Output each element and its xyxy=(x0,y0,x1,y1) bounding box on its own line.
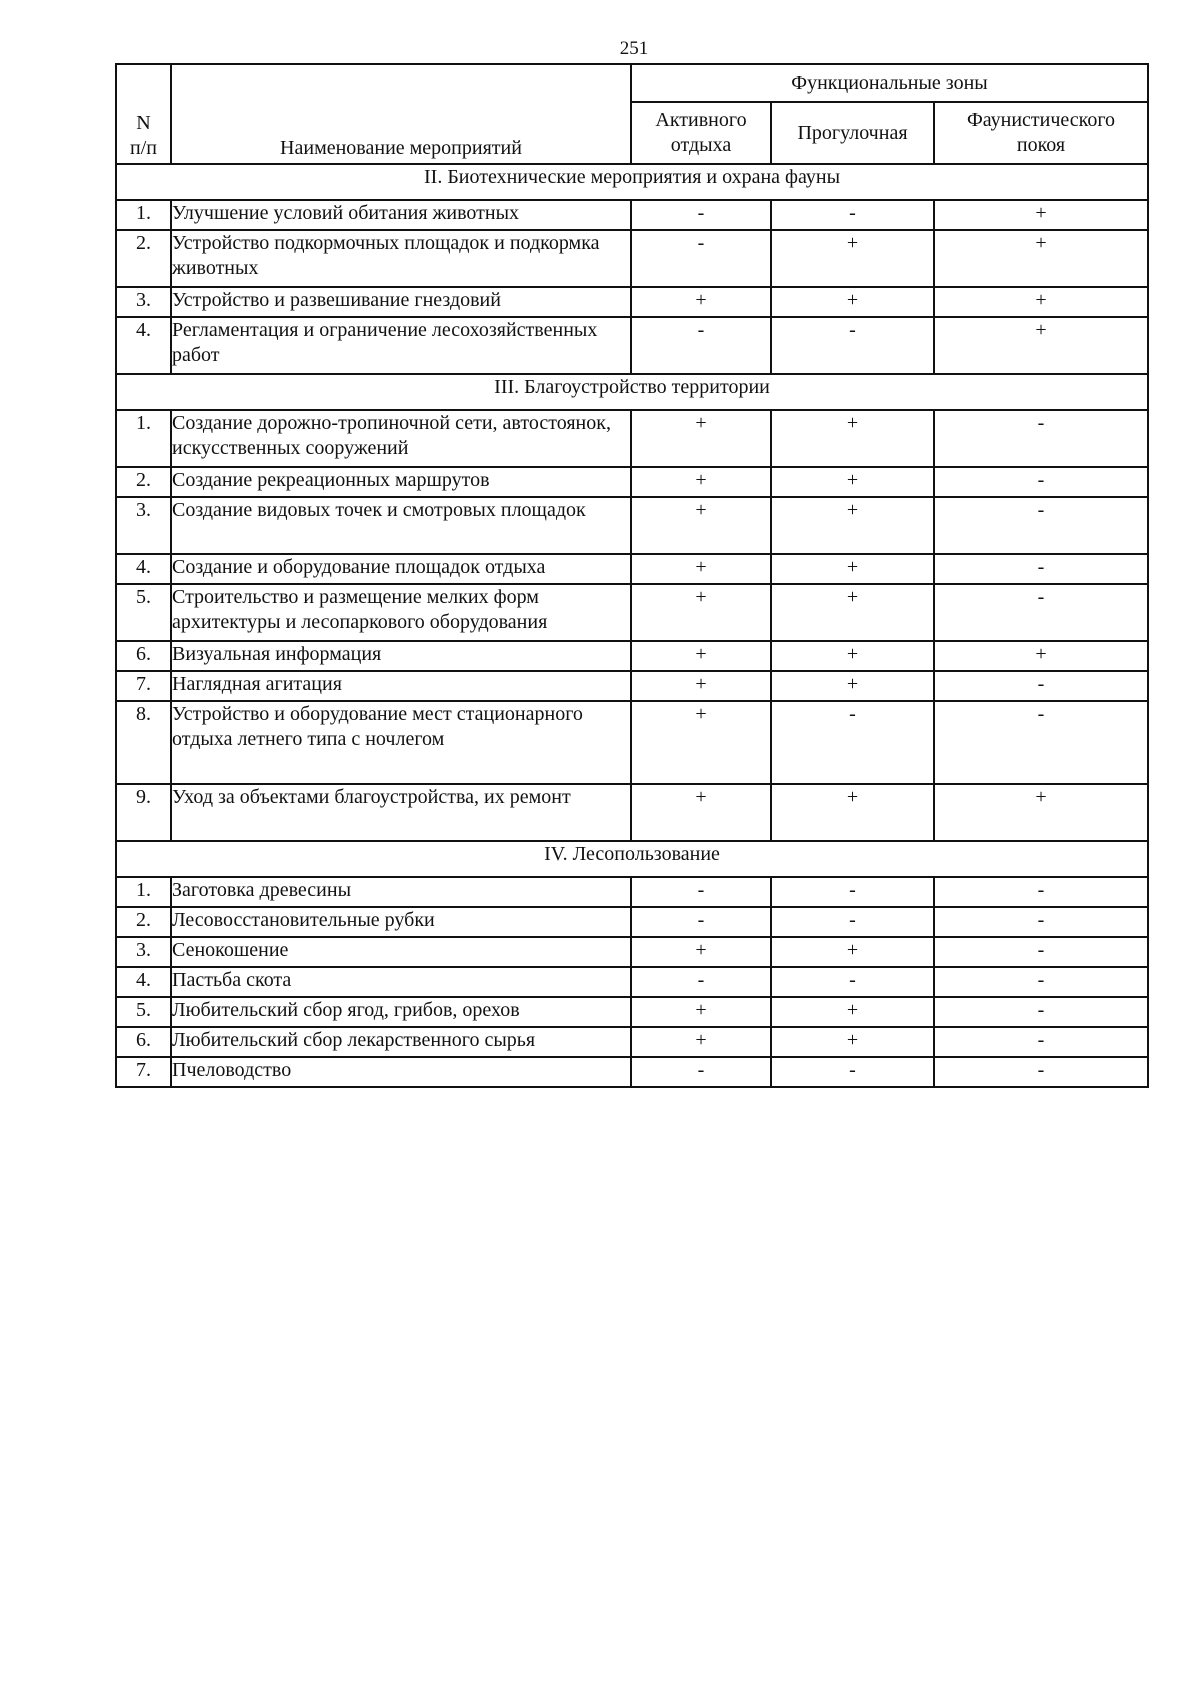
mark-fauna-zone: - xyxy=(934,877,1148,907)
row-number: 5. xyxy=(116,584,171,641)
zone-active-line-2: отдыха xyxy=(670,134,732,156)
table-row xyxy=(116,937,1148,967)
number-label-line-2: п/п xyxy=(130,137,157,159)
mark-fauna-zone: + xyxy=(934,230,1148,287)
row-measure-name: Улучшение условий обитания животных xyxy=(171,200,631,230)
mark-fauna-zone: - xyxy=(934,467,1148,497)
table-row xyxy=(116,467,1148,497)
column-header-number xyxy=(116,64,171,164)
row-number: 9. xyxy=(116,784,171,841)
section-header-row xyxy=(116,164,1148,200)
zone-fauna-line-2: покоя xyxy=(1016,134,1066,156)
table-row xyxy=(116,554,1148,584)
mark-walking-zone: + xyxy=(771,230,934,287)
mark-walking-zone: - xyxy=(771,701,934,784)
mark-fauna-zone: - xyxy=(934,410,1148,467)
mark-walking-zone: + xyxy=(771,467,934,497)
section-title: IV. Лесопользование xyxy=(116,841,1148,877)
table-row xyxy=(116,200,1148,230)
section-title: III. Благоустройство территории xyxy=(116,374,1148,410)
mark-walking-zone: - xyxy=(771,200,934,230)
mark-active-zone: - xyxy=(631,317,771,374)
zone-active-line-1: Активного xyxy=(655,109,747,131)
mark-active-zone: + xyxy=(631,1027,771,1057)
page-number: 251 xyxy=(619,38,649,59)
table-row xyxy=(116,701,1148,784)
mark-active-zone: + xyxy=(631,467,771,497)
row-measure-name: Наглядная агитация xyxy=(171,671,631,701)
mark-fauna-zone: - xyxy=(934,937,1148,967)
row-measure-name: Создание и оборудование площадок отдыха xyxy=(171,554,631,584)
mark-active-zone: + xyxy=(631,784,771,841)
section-header-row xyxy=(116,374,1148,410)
row-measure-name: Устройство и развешивание гнездовий xyxy=(171,287,631,317)
zone-fauna-line-1: Фаунистического xyxy=(966,109,1116,131)
row-number: 7. xyxy=(116,1057,171,1087)
column-header-zone-walking: Прогулочная xyxy=(771,102,934,164)
mark-walking-zone: + xyxy=(771,671,934,701)
row-measure-name: Заготовка древесины xyxy=(171,877,631,907)
column-header-zone-fauna xyxy=(934,102,1148,164)
mark-fauna-zone: - xyxy=(934,554,1148,584)
row-number: 3. xyxy=(116,937,171,967)
mark-fauna-zone: + xyxy=(934,200,1148,230)
mark-walking-zone: - xyxy=(771,877,934,907)
mark-walking-zone: + xyxy=(771,554,934,584)
row-measure-name: Создание видовых точек и смотровых площадок xyxy=(171,497,631,554)
table-row xyxy=(116,641,1148,671)
row-measure-name: Пастьба скота xyxy=(171,967,631,997)
table-row xyxy=(116,967,1148,997)
table-row xyxy=(116,784,1148,841)
mark-walking-zone: + xyxy=(771,641,934,671)
mark-walking-zone: - xyxy=(771,907,934,937)
column-header-zone-active xyxy=(631,102,771,164)
mark-walking-zone: + xyxy=(771,584,934,641)
mark-fauna-zone: - xyxy=(934,701,1148,784)
table-row xyxy=(116,287,1148,317)
mark-active-zone: - xyxy=(631,967,771,997)
column-header-name: Наименование мероприятий xyxy=(171,64,631,164)
mark-walking-zone: - xyxy=(771,317,934,374)
mark-walking-zone: + xyxy=(771,410,934,467)
row-measure-name: Лесовосстановительные рубки xyxy=(171,907,631,937)
row-number: 1. xyxy=(116,410,171,467)
row-number: 4. xyxy=(116,317,171,374)
table-row xyxy=(116,1027,1148,1057)
measures-table xyxy=(115,63,1149,1088)
mark-fauna-zone: + xyxy=(934,317,1148,374)
mark-active-zone: + xyxy=(631,937,771,967)
number-label-line-1: N xyxy=(136,112,151,134)
row-number: 6. xyxy=(116,641,171,671)
mark-fauna-zone: - xyxy=(934,671,1148,701)
row-measure-name: Любительский сбор лекарственного сырья xyxy=(171,1027,631,1057)
row-number: 3. xyxy=(116,497,171,554)
table-row xyxy=(116,317,1148,374)
table-row xyxy=(116,584,1148,641)
table-row xyxy=(116,907,1148,937)
mark-walking-zone: - xyxy=(771,1057,934,1087)
mark-fauna-zone: - xyxy=(934,907,1148,937)
row-number: 3. xyxy=(116,287,171,317)
mark-fauna-zone: + xyxy=(934,287,1148,317)
mark-walking-zone: + xyxy=(771,287,934,317)
table-row xyxy=(116,1057,1148,1087)
mark-walking-zone: + xyxy=(771,784,934,841)
row-measure-name: Создание рекреационных маршрутов xyxy=(171,467,631,497)
mark-fauna-zone: - xyxy=(934,997,1148,1027)
mark-active-zone: - xyxy=(631,1057,771,1087)
mark-active-zone: - xyxy=(631,200,771,230)
table-row xyxy=(116,997,1148,1027)
mark-walking-zone: + xyxy=(771,997,934,1027)
row-number: 8. xyxy=(116,701,171,784)
mark-walking-zone: + xyxy=(771,937,934,967)
mark-active-zone: + xyxy=(631,497,771,554)
row-number: 2. xyxy=(116,467,171,497)
mark-active-zone: + xyxy=(631,701,771,784)
row-number: 4. xyxy=(116,554,171,584)
table-body xyxy=(116,164,1148,1087)
mark-fauna-zone: + xyxy=(934,784,1148,841)
mark-active-zone: + xyxy=(631,410,771,467)
row-number: 1. xyxy=(116,200,171,230)
mark-active-zone: + xyxy=(631,671,771,701)
mark-active-zone: - xyxy=(631,877,771,907)
row-number: 2. xyxy=(116,907,171,937)
row-measure-name: Устройство и оборудование мест стационарного отдыха летнего типа с ночлегом xyxy=(171,701,631,784)
mark-fauna-zone: - xyxy=(934,497,1148,554)
row-measure-name: Пчеловодство xyxy=(171,1057,631,1087)
table-row xyxy=(116,410,1148,467)
row-number: 2. xyxy=(116,230,171,287)
mark-active-zone: - xyxy=(631,907,771,937)
row-measure-name: Визуальная информация xyxy=(171,641,631,671)
table-row xyxy=(116,877,1148,907)
mark-fauna-zone: + xyxy=(934,641,1148,671)
mark-walking-zone: - xyxy=(771,967,934,997)
section-header-row xyxy=(116,841,1148,877)
mark-fauna-zone: - xyxy=(934,967,1148,997)
row-number: 1. xyxy=(116,877,171,907)
mark-walking-zone: + xyxy=(771,1027,934,1057)
row-number: 5. xyxy=(116,997,171,1027)
mark-active-zone: + xyxy=(631,641,771,671)
mark-active-zone: - xyxy=(631,230,771,287)
row-measure-name: Строительство и размещение мелких форм архитектуры и лесопаркового оборудования xyxy=(171,584,631,641)
row-measure-name: Уход за объектами благоустройства, их ремонт xyxy=(171,784,631,841)
row-number: 7. xyxy=(116,671,171,701)
row-measure-name: Сенокошение xyxy=(171,937,631,967)
mark-fauna-zone: - xyxy=(934,584,1148,641)
mark-walking-zone: + xyxy=(771,497,934,554)
table-header xyxy=(116,64,1148,164)
row-measure-name: Регламентация и ограничение лесохозяйственных работ xyxy=(171,317,631,374)
mark-active-zone: + xyxy=(631,997,771,1027)
row-number: 6. xyxy=(116,1027,171,1057)
mark-active-zone: + xyxy=(631,584,771,641)
row-number: 4. xyxy=(116,967,171,997)
row-measure-name: Устройство подкормочных площадок и подкормка животных xyxy=(171,230,631,287)
section-title: II. Биотехнические мероприятия и охрана фауны xyxy=(116,164,1148,200)
column-group-functional-zones: Функциональные зоны xyxy=(631,64,1148,102)
mark-active-zone: + xyxy=(631,287,771,317)
row-measure-name: Любительский сбор ягод, грибов, орехов xyxy=(171,997,631,1027)
row-measure-name: Создание дорожно-тропиночной сети, автостоянок, искусственных сооружений xyxy=(171,410,631,467)
table-row xyxy=(116,497,1148,554)
mark-fauna-zone: - xyxy=(934,1057,1148,1087)
mark-active-zone: + xyxy=(631,554,771,584)
table-row xyxy=(116,671,1148,701)
mark-fauna-zone: - xyxy=(934,1027,1148,1057)
table-row xyxy=(116,230,1148,287)
